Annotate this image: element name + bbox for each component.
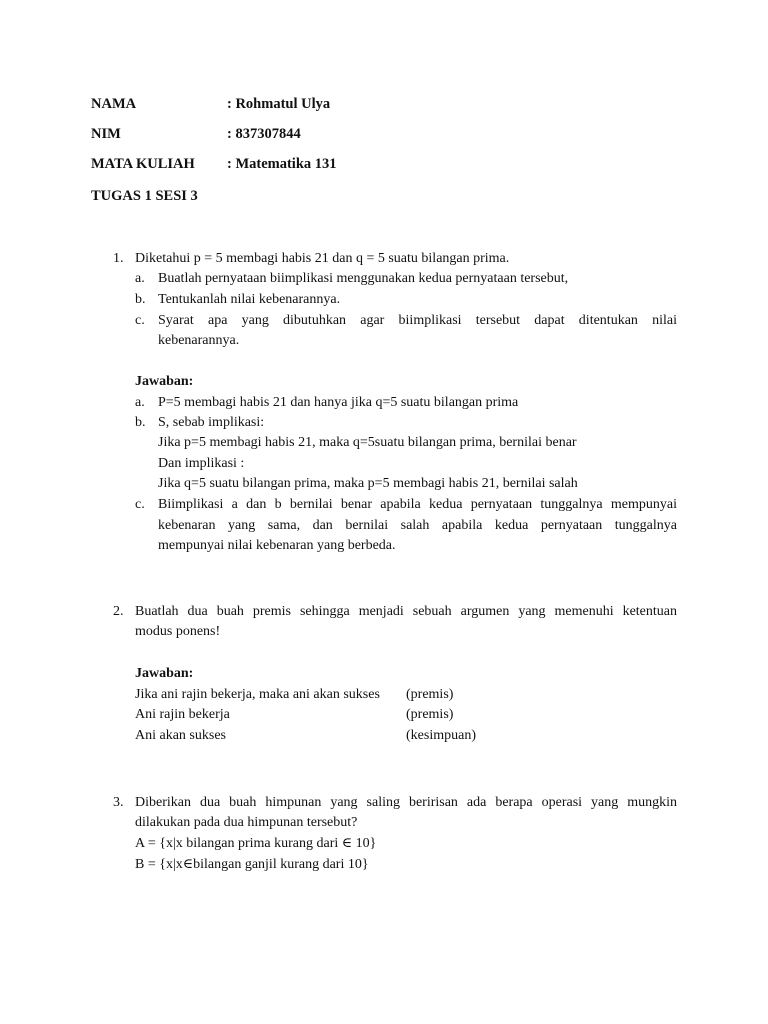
q1-answer-b-line1: Jika p=5 membagi habis 21, maka q=5suatu bilangan prima, bernilai benar bbox=[158, 435, 577, 450]
q1-answer-b-line3: Jika q=5 suatu bilangan prima, maka p=5 membagi habis 21, bernilai salah bbox=[158, 476, 578, 491]
q3-line2: dilakukan pada dua himpunan tersebut? bbox=[135, 815, 358, 830]
q1-item-c-marker: c. bbox=[135, 313, 145, 328]
q1-item-b-text: Tentukanlah nilai kebenarannya. bbox=[158, 292, 341, 307]
q1-answer-c-line3: mempunyai nilai kebenaran yang berbeda. bbox=[158, 538, 396, 553]
q1-answer-b-marker: b. bbox=[135, 415, 146, 430]
q1-answer-a-marker: a. bbox=[135, 395, 145, 410]
q1-answer-b-text: S, sebab implikasi: bbox=[158, 415, 265, 430]
q3-number: 3. bbox=[113, 795, 124, 810]
q1-answer-c-line2: kebenaran yang sama, dan bernilai salah apabila kedua pernyataan tunggalnya bbox=[158, 518, 677, 533]
q2-answer-label: Jawaban: bbox=[135, 666, 194, 681]
q2-row2-statement: Ani rajin bekerja bbox=[135, 707, 230, 722]
q1-answer-c-marker: c. bbox=[135, 497, 145, 512]
nama-label: NAMA bbox=[91, 96, 137, 112]
q1-number: 1. bbox=[113, 251, 124, 266]
q2-row1-statement: Jika ani rajin bekerja, maka ani akan sukses bbox=[135, 687, 380, 702]
q1-item-c-line1: Syarat apa yang dibutuhkan agar biimplikasi tersebut dapat ditentukan nilai bbox=[158, 313, 677, 328]
nim-value: : 837307844 bbox=[227, 126, 301, 142]
q1-answer-c-line1: Biimplikasi a dan b bernilai benar apabila kedua pernyataan tunggalnya mempunyai bbox=[158, 497, 677, 512]
q1-text: Diketahui p = 5 membagi habis 21 dan q = 5 suatu bilangan prima. bbox=[135, 251, 510, 266]
q1-answer-label: Jawaban: bbox=[135, 374, 194, 389]
q3-line1: Diberikan dua buah himpunan yang saling beririsan ada berapa operasi yang mungkin bbox=[135, 795, 677, 810]
nim-label: NIM bbox=[91, 126, 121, 142]
q2-line1: Buatlah dua buah premis sehingga menjadi sebuah argumen yang memenuhi ketentuan bbox=[135, 604, 677, 619]
q1-answer-b-line2: Dan implikasi : bbox=[158, 456, 245, 471]
q1-item-a-text: Buatlah pernyataan biimplikasi menggunakan kedua pernyataan tersebut, bbox=[158, 271, 569, 286]
matakuliah-value: : Matematika 131 bbox=[227, 156, 337, 172]
q1-answer-a-text: P=5 membagi habis 21 dan hanya jika q=5 suatu bilangan prima bbox=[158, 395, 519, 410]
q3-set-b: B = {x|x∈bilangan ganjil kurang dari 10} bbox=[135, 857, 369, 872]
q2-row2-type: (premis) bbox=[406, 707, 454, 722]
q1-item-c-line2: kebenarannya. bbox=[158, 333, 240, 348]
nama-value: : Rohmatul Ulya bbox=[227, 96, 331, 112]
tugas-title: TUGAS 1 SESI 3 bbox=[91, 188, 198, 204]
q3-set-a: A = {x|x bilangan prima kurang dari ∈ 10} bbox=[135, 836, 377, 851]
matakuliah-label: MATA KULIAH bbox=[91, 156, 195, 172]
q2-row1-type: (premis) bbox=[406, 687, 454, 702]
q2-number: 2. bbox=[113, 604, 124, 619]
q2-row3-type: (kesimpuan) bbox=[406, 728, 476, 743]
q1-item-a-marker: a. bbox=[135, 271, 145, 286]
q2-line2: modus ponens! bbox=[135, 624, 221, 639]
q1-item-b-marker: b. bbox=[135, 292, 146, 307]
q2-row3-statement: Ani akan sukses bbox=[135, 728, 226, 743]
